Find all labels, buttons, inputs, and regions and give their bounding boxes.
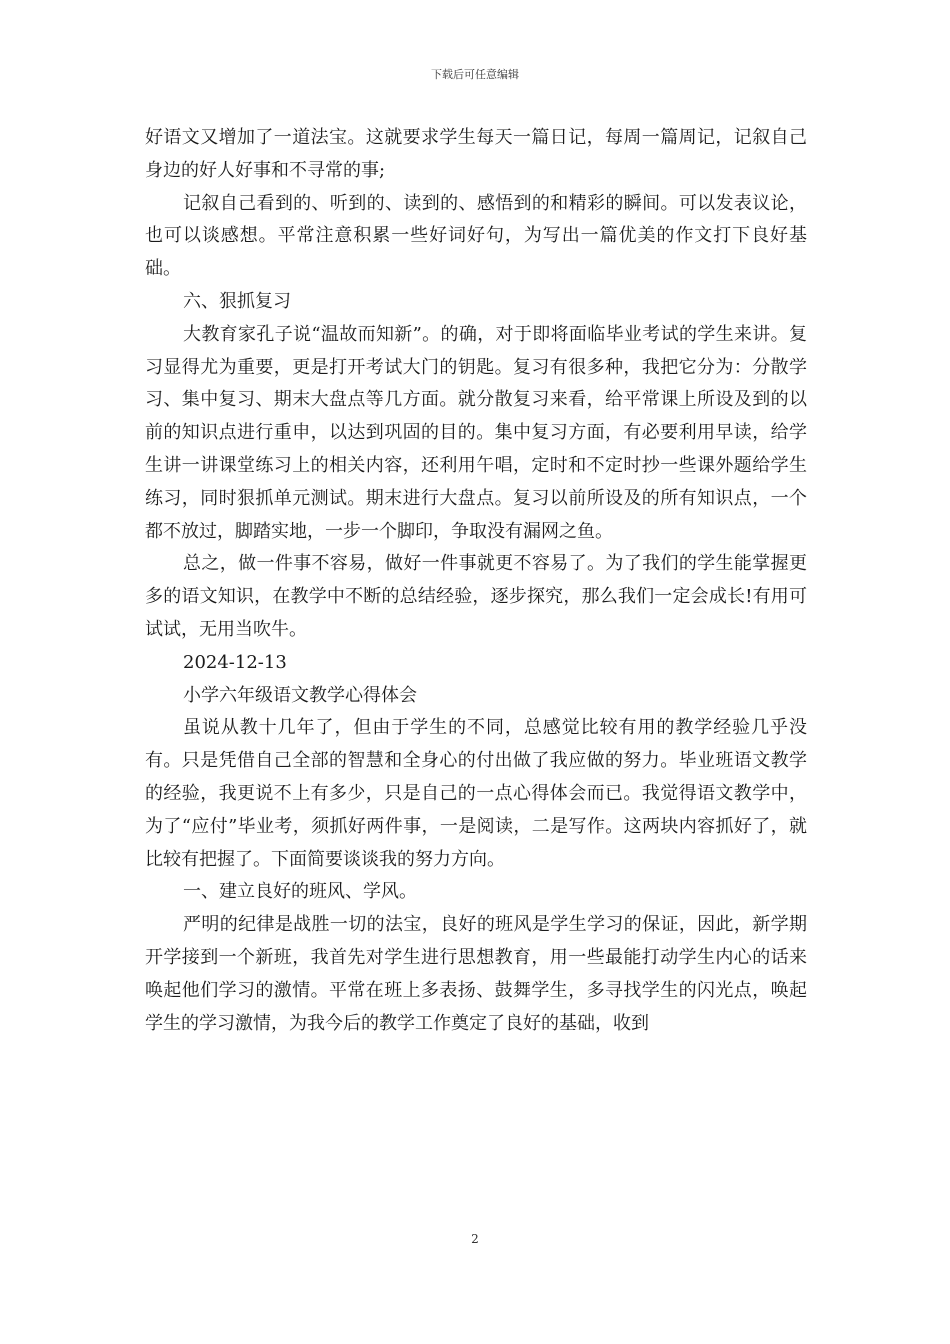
article-title: 小学六年级语文教学心得体会 — [183, 684, 417, 706]
paragraph: 记叙自己看到的、听到的、读到的、感悟到的和精彩的瞬间。可以发表议论，也可以谈感想。平常注意积累一些好词好句，为写出一篇优美的作文打下良好基础。 — [145, 192, 807, 280]
paragraph: 严明的纪律是战胜一切的法宝，良好的班风是学生学习的保证，因此，新学期开学接到一个新班，我首先对学生进行思想教育，用一些最能打动学生内心的话来唤起他们学习的激情。平常在班上多表扬、鼓舞学生，多寻找学生的闪光点，唤起学生的学习激情，为我今后的教学工作奠定了良好的基础，收到 — [145, 914, 807, 1034]
paragraph: 虽说从教十几年了，但由于学生的不同，总感觉比较有用的教学经验几乎没有。只是凭借自己全部的智慧和全身心的付出做了我应做的努力。毕业班语文教学的经验，我更说不上有多少，只是自己的一点心得体会而已。我觉得语文教学中，为了“应付”毕业考，须抓好两件事，一是阅读，二是写作。这两块内容抓好了，就比较有把握了。下面简要谈谈我的努力方向。 — [145, 717, 807, 870]
document-body — [145, 122, 807, 1040]
page-header: 下载后可任意编辑 — [431, 68, 519, 81]
paragraph: 总之，做一件事不容易，做好一件事就更不容易了。为了我们的学生能掌握更多的语文知识，在教学中不断的总结经验，逐步探究，那么我们一定会成长!有用可试试，无用当吹牛。 — [145, 553, 807, 640]
page-number: 2 — [471, 1232, 479, 1246]
section-heading: 一、建立良好的班风、学风。 — [183, 881, 417, 903]
paragraph: 大教育家孔子说“温故而知新”。的确，对于即将面临毕业考试的学生来讲。复习显得尤为重要，更是打开考试大门的钥匙。复习有很多种，我把它分为：分散学习、集中复习、期末大盘点等几方面。就分散复习来看，给平常课上所设及到的以前的知识点进行重申，以达到巩固的目的。集中复习方面，有必要利用早读，给学生讲一讲课堂练习上的相关内容，还利用午唱，定时和不定时抄一些课外题给学生练习，同时狠抓单元测试。期末进行大盘点。复习以前所设及的所有知识点，一个都不放过，脚踏实地，一步一个脚印，争取没有漏网之鱼。 — [145, 323, 807, 542]
paragraph: 好语文又增加了一道法宝。这就要求学生每天一篇日记，每周一篇周记，记叙自己身边的好人好事和不寻常的事; — [145, 127, 807, 181]
date-line: 2024-12-13 — [183, 651, 287, 673]
section-heading: 六、狠抓复习 — [183, 290, 291, 312]
